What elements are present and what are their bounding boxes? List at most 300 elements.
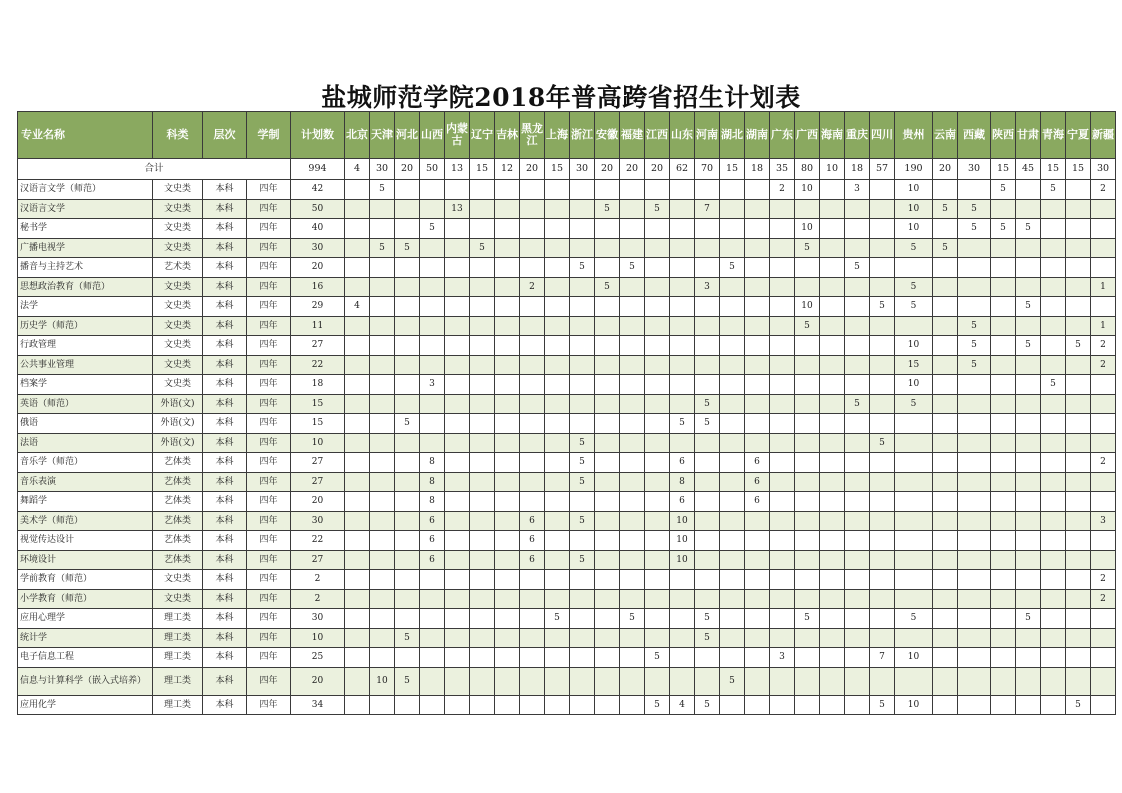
plan-count: 40	[291, 219, 345, 239]
province-count	[795, 570, 820, 590]
province-count	[495, 628, 520, 648]
province-count	[820, 219, 845, 239]
province-count	[820, 589, 845, 609]
province-count	[520, 414, 545, 434]
province-count	[1066, 511, 1091, 531]
province-count	[695, 258, 720, 278]
province-count	[745, 258, 770, 278]
province-count	[720, 336, 745, 356]
col-header-plan: 计划数	[291, 112, 345, 159]
table-row	[18, 628, 1116, 648]
province-count	[370, 609, 395, 629]
province-count	[470, 531, 495, 551]
province-count	[670, 394, 695, 414]
duration: 四年	[247, 648, 291, 668]
province-count	[545, 648, 570, 668]
province-count	[545, 180, 570, 200]
province-count	[445, 550, 470, 570]
province-count: 3	[770, 648, 795, 668]
province-count	[520, 433, 545, 453]
province-count	[845, 609, 870, 629]
province-count	[795, 199, 820, 219]
table-row	[18, 375, 1116, 395]
category: 文史类	[153, 570, 203, 590]
province-count	[620, 589, 645, 609]
province-count	[495, 472, 520, 492]
total-province-count: 50	[420, 159, 445, 180]
col-header-province: 天津	[370, 112, 395, 159]
province-count	[795, 355, 820, 375]
province-count	[445, 258, 470, 278]
province-count	[370, 589, 395, 609]
province-count	[933, 695, 958, 715]
province-count	[1091, 238, 1116, 258]
province-count	[620, 453, 645, 473]
province-count	[1016, 570, 1041, 590]
province-count	[770, 316, 795, 336]
province-count	[1041, 219, 1066, 239]
province-count	[520, 336, 545, 356]
category: 文史类	[153, 199, 203, 219]
province-count	[845, 472, 870, 492]
province-count	[895, 414, 933, 434]
province-count	[770, 589, 795, 609]
province-count	[1016, 648, 1041, 668]
major-name: 法语	[18, 433, 153, 453]
province-count	[370, 433, 395, 453]
province-count	[595, 667, 620, 695]
province-count	[470, 180, 495, 200]
province-count	[770, 297, 795, 317]
province-count	[545, 531, 570, 551]
province-count	[845, 531, 870, 551]
province-count: 2	[1091, 570, 1116, 590]
plan-count: 10	[291, 433, 345, 453]
province-count	[595, 550, 620, 570]
province-count	[620, 628, 645, 648]
province-count	[720, 277, 745, 297]
category: 理工类	[153, 609, 203, 629]
province-count	[470, 628, 495, 648]
province-count: 13	[445, 199, 470, 219]
plan-count: 27	[291, 550, 345, 570]
province-count	[470, 219, 495, 239]
province-count	[345, 589, 370, 609]
province-count	[345, 570, 370, 590]
table-row	[18, 609, 1116, 629]
province-count	[770, 667, 795, 695]
province-count: 7	[695, 199, 720, 219]
province-count: 4	[670, 695, 695, 715]
province-count: 5	[958, 199, 991, 219]
province-count	[820, 180, 845, 200]
province-count	[345, 433, 370, 453]
province-count	[620, 199, 645, 219]
province-count	[1016, 394, 1041, 414]
province-count	[870, 180, 895, 200]
col-header-category: 科类	[153, 112, 203, 159]
plan-count: 42	[291, 180, 345, 200]
province-count	[795, 589, 820, 609]
total-province-count: 20	[595, 159, 620, 180]
province-count	[545, 628, 570, 648]
province-count	[670, 277, 695, 297]
province-count	[958, 453, 991, 473]
province-count	[670, 199, 695, 219]
total-province-count: 18	[745, 159, 770, 180]
duration: 四年	[247, 667, 291, 695]
province-count	[770, 531, 795, 551]
province-count	[991, 628, 1016, 648]
province-count	[495, 219, 520, 239]
duration: 四年	[247, 472, 291, 492]
province-count	[395, 180, 420, 200]
province-count	[845, 238, 870, 258]
province-count	[370, 453, 395, 473]
province-count: 5	[958, 336, 991, 356]
province-count	[445, 609, 470, 629]
province-count	[470, 589, 495, 609]
province-count	[495, 414, 520, 434]
category: 外语(文)	[153, 433, 203, 453]
province-count	[991, 297, 1016, 317]
province-count	[345, 492, 370, 512]
plan-count: 25	[291, 648, 345, 668]
province-count	[1066, 219, 1091, 239]
province-count	[445, 394, 470, 414]
province-count	[645, 667, 670, 695]
level: 本科	[203, 199, 247, 219]
province-count	[845, 695, 870, 715]
province-count	[820, 550, 845, 570]
province-count	[820, 453, 845, 473]
province-count	[1041, 336, 1066, 356]
level: 本科	[203, 609, 247, 629]
category: 文史类	[153, 277, 203, 297]
province-count: 10	[795, 180, 820, 200]
province-count	[570, 648, 595, 668]
province-count	[795, 375, 820, 395]
col-header-province: 湖南	[745, 112, 770, 159]
province-count	[595, 316, 620, 336]
province-count	[395, 199, 420, 219]
province-count: 5	[595, 277, 620, 297]
province-count	[795, 414, 820, 434]
category: 理工类	[153, 695, 203, 715]
province-count	[720, 316, 745, 336]
province-count	[1066, 570, 1091, 590]
province-count	[845, 219, 870, 239]
province-count	[1041, 695, 1066, 715]
col-header-province: 内蒙古	[445, 112, 470, 159]
province-count	[870, 375, 895, 395]
province-count	[420, 238, 445, 258]
col-header-province: 山西	[420, 112, 445, 159]
province-count: 10	[670, 511, 695, 531]
province-count	[933, 453, 958, 473]
province-count	[670, 433, 695, 453]
province-count	[933, 628, 958, 648]
province-count	[870, 414, 895, 434]
province-count: 10	[895, 199, 933, 219]
province-count	[420, 695, 445, 715]
province-count	[395, 355, 420, 375]
province-count	[770, 355, 795, 375]
province-count	[345, 355, 370, 375]
province-count	[570, 531, 595, 551]
province-count	[570, 492, 595, 512]
province-count: 5	[845, 258, 870, 278]
province-count	[420, 316, 445, 336]
province-count: 5	[570, 433, 595, 453]
col-header-province: 河南	[695, 112, 720, 159]
province-count	[991, 511, 1016, 531]
total-province-count: 35	[770, 159, 795, 180]
province-count	[958, 550, 991, 570]
province-count	[520, 375, 545, 395]
province-count	[795, 550, 820, 570]
province-count	[520, 589, 545, 609]
plan-count: 34	[291, 695, 345, 715]
province-count	[745, 219, 770, 239]
province-count	[370, 355, 395, 375]
province-count	[1066, 433, 1091, 453]
province-count	[345, 394, 370, 414]
province-count	[520, 472, 545, 492]
province-count	[745, 375, 770, 395]
col-header-duration: 学制	[247, 112, 291, 159]
province-count	[870, 258, 895, 278]
province-count	[395, 277, 420, 297]
province-count	[795, 258, 820, 278]
major-name: 俄语	[18, 414, 153, 434]
page-title: 盐城师范学院2018年普高跨省招生计划表	[321, 83, 801, 112]
province-count	[345, 511, 370, 531]
province-count	[520, 394, 545, 414]
province-count	[1041, 433, 1066, 453]
province-count	[545, 667, 570, 695]
province-count	[670, 219, 695, 239]
province-count	[845, 316, 870, 336]
province-count: 5	[1016, 297, 1041, 317]
province-count	[770, 238, 795, 258]
province-count	[695, 219, 720, 239]
province-count: 8	[420, 453, 445, 473]
province-count	[595, 414, 620, 434]
province-count: 5	[895, 394, 933, 414]
province-count	[745, 648, 770, 668]
province-count	[670, 238, 695, 258]
province-count	[1066, 316, 1091, 336]
province-count: 5	[620, 258, 645, 278]
province-count	[495, 648, 520, 668]
province-count	[345, 453, 370, 473]
province-count	[470, 355, 495, 375]
province-count	[991, 355, 1016, 375]
province-count	[470, 492, 495, 512]
province-count	[845, 511, 870, 531]
province-count	[495, 297, 520, 317]
province-count	[570, 199, 595, 219]
province-count	[645, 297, 670, 317]
table-row	[18, 648, 1116, 668]
duration: 四年	[247, 511, 291, 531]
province-count: 5	[895, 277, 933, 297]
province-count: 4	[345, 297, 370, 317]
province-count	[933, 492, 958, 512]
province-count	[395, 297, 420, 317]
col-header-province: 陕西	[991, 112, 1016, 159]
province-count	[670, 570, 695, 590]
province-count	[695, 297, 720, 317]
col-header-major: 专业名称	[18, 112, 153, 159]
duration: 四年	[247, 336, 291, 356]
province-count	[520, 316, 545, 336]
level: 本科	[203, 219, 247, 239]
category: 艺体类	[153, 511, 203, 531]
province-count	[720, 394, 745, 414]
total-province-count: 4	[345, 159, 370, 180]
province-count	[1016, 667, 1041, 695]
province-count: 5	[870, 695, 895, 715]
province-count	[1016, 258, 1041, 278]
col-header-level: 层次	[203, 112, 247, 159]
province-count	[520, 570, 545, 590]
province-count	[645, 219, 670, 239]
province-count	[870, 199, 895, 219]
province-count	[991, 238, 1016, 258]
province-count	[870, 531, 895, 551]
province-count	[1091, 609, 1116, 629]
province-count	[870, 589, 895, 609]
province-count	[745, 609, 770, 629]
province-count	[933, 433, 958, 453]
province-count	[820, 433, 845, 453]
province-count	[745, 531, 770, 551]
province-count	[770, 570, 795, 590]
province-count	[420, 433, 445, 453]
province-count: 2	[1091, 180, 1116, 200]
province-count	[620, 433, 645, 453]
province-count: 5	[470, 238, 495, 258]
table-row	[18, 394, 1116, 414]
total-province-count: 15	[470, 159, 495, 180]
province-count	[933, 472, 958, 492]
province-count	[770, 414, 795, 434]
province-count	[770, 550, 795, 570]
province-count	[620, 511, 645, 531]
province-count: 5	[695, 609, 720, 629]
total-label: 合计	[18, 159, 291, 180]
province-count	[958, 258, 991, 278]
province-count	[870, 336, 895, 356]
province-count	[670, 355, 695, 375]
table-row	[18, 238, 1116, 258]
province-count	[495, 199, 520, 219]
province-count	[1041, 609, 1066, 629]
plan-count: 27	[291, 472, 345, 492]
province-count	[520, 258, 545, 278]
province-count	[420, 648, 445, 668]
province-count	[720, 375, 745, 395]
province-count	[895, 433, 933, 453]
province-count	[820, 336, 845, 356]
province-count: 3	[420, 375, 445, 395]
province-count	[445, 238, 470, 258]
category: 艺体类	[153, 453, 203, 473]
province-count	[345, 316, 370, 336]
province-count	[470, 667, 495, 695]
province-count	[820, 511, 845, 531]
col-header-province: 宁夏	[1066, 112, 1091, 159]
province-count	[645, 277, 670, 297]
province-count	[595, 609, 620, 629]
province-count	[620, 297, 645, 317]
plan-count: 22	[291, 355, 345, 375]
province-count	[795, 433, 820, 453]
province-count	[595, 394, 620, 414]
province-count	[745, 628, 770, 648]
province-count	[520, 199, 545, 219]
col-header-province: 四川	[870, 112, 895, 159]
province-count	[395, 609, 420, 629]
province-count	[420, 667, 445, 695]
province-count	[845, 550, 870, 570]
province-count	[495, 531, 520, 551]
province-count	[695, 511, 720, 531]
province-count	[720, 648, 745, 668]
province-count	[570, 695, 595, 715]
province-count	[895, 492, 933, 512]
major-name: 英语（师范）	[18, 394, 153, 414]
province-count: 6	[520, 531, 545, 551]
table-row	[18, 695, 1116, 715]
province-count	[445, 277, 470, 297]
province-count	[595, 628, 620, 648]
province-count	[495, 180, 520, 200]
province-count	[1041, 238, 1066, 258]
province-count: 5	[620, 609, 645, 629]
total-plan: 994	[291, 159, 345, 180]
province-count	[645, 531, 670, 551]
province-count: 5	[1066, 695, 1091, 715]
province-count	[958, 589, 991, 609]
province-count	[495, 433, 520, 453]
province-count	[470, 570, 495, 590]
duration: 四年	[247, 258, 291, 278]
province-count	[370, 375, 395, 395]
level: 本科	[203, 648, 247, 668]
province-count	[345, 414, 370, 434]
province-count	[670, 628, 695, 648]
province-count	[420, 336, 445, 356]
province-count	[720, 414, 745, 434]
table-row	[18, 277, 1116, 297]
province-count	[870, 628, 895, 648]
province-count	[595, 453, 620, 473]
province-count	[345, 695, 370, 715]
province-count	[745, 238, 770, 258]
table-row	[18, 297, 1116, 317]
province-count	[470, 316, 495, 336]
province-count	[1091, 297, 1116, 317]
province-count	[770, 453, 795, 473]
province-count	[420, 355, 445, 375]
province-count	[670, 648, 695, 668]
province-count	[958, 695, 991, 715]
province-count: 10	[895, 336, 933, 356]
province-count	[1016, 531, 1041, 551]
